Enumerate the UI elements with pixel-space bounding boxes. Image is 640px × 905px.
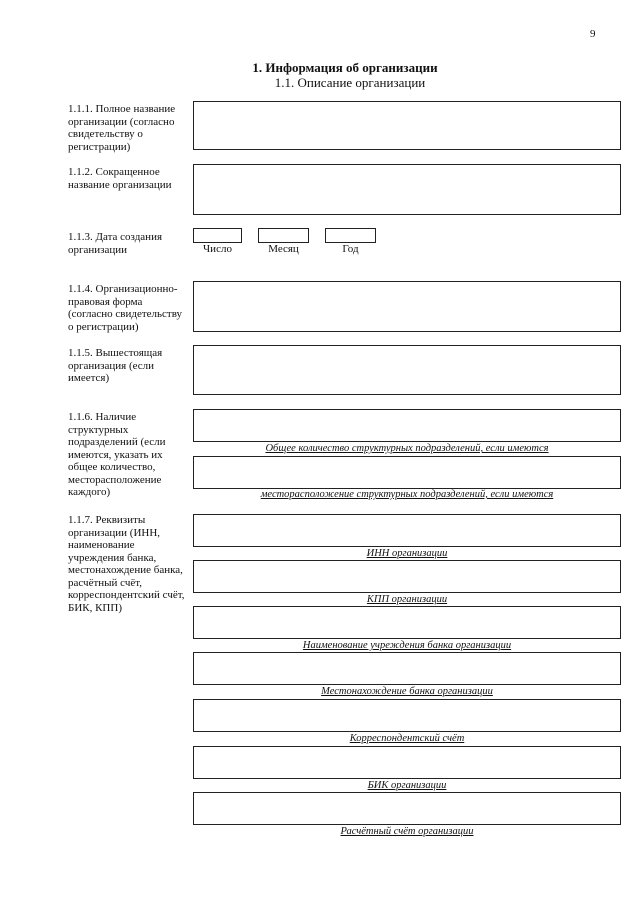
settlement-account-field[interactable] bbox=[193, 792, 621, 825]
parent-org-label: 1.1.5. Вышестоящая организация (если имеется) bbox=[68, 347, 163, 384]
short-name-label: 1.1.2. Сокращенное название организации bbox=[68, 166, 172, 191]
legal-form-label: 1.1.4. Организационно-правовая форма (согласно свидетельству о регистрации) bbox=[68, 283, 183, 333]
creation-year-field[interactable] bbox=[325, 228, 376, 243]
short-name-field[interactable] bbox=[193, 164, 621, 215]
bik-field[interactable] bbox=[193, 746, 621, 779]
full-name-field[interactable] bbox=[193, 101, 621, 150]
kpp-caption: КПП организации bbox=[366, 594, 448, 605]
bank-name-caption: Наименование учреждения банка организации bbox=[302, 640, 512, 651]
structural-units-count-caption: Общее количество структурных подразделений, если имеются bbox=[265, 443, 549, 454]
inn-caption: ИНН организации bbox=[366, 548, 448, 559]
inn-field[interactable] bbox=[193, 514, 621, 547]
corr-account-field[interactable] bbox=[193, 699, 621, 732]
bank-location-caption: Местонахождение банка организации bbox=[321, 686, 493, 697]
parent-org-field[interactable] bbox=[193, 345, 621, 395]
page-number: 9 bbox=[590, 28, 596, 40]
full-name-label: 1.1.1. Полное название организации (согласно свидетельству о регистрации) bbox=[68, 103, 176, 153]
creation-day-caption: Число bbox=[203, 243, 232, 255]
section-title: 1. Информация об организации bbox=[252, 60, 438, 75]
creation-month-caption: Месяц bbox=[268, 243, 299, 255]
creation-day-field[interactable] bbox=[193, 228, 242, 243]
structural-units-label: 1.1.6. Наличие структурных подразделений (если имеются, указать их общее количество, месторасположение каждого) bbox=[68, 411, 166, 498]
bik-caption: БИК организации bbox=[367, 780, 447, 791]
settlement-account-caption: Расчётный счёт организации bbox=[340, 826, 474, 837]
creation-month-field[interactable] bbox=[258, 228, 309, 243]
legal-form-field[interactable] bbox=[193, 281, 621, 332]
creation-date-label: 1.1.3. Дата создания организации bbox=[68, 231, 163, 256]
structural-units-count-field[interactable] bbox=[193, 409, 621, 442]
corr-account-caption: Корреспондентский счёт bbox=[349, 733, 465, 744]
structural-units-location-field[interactable] bbox=[193, 456, 621, 489]
kpp-field[interactable] bbox=[193, 560, 621, 593]
bank-location-field[interactable] bbox=[193, 652, 621, 685]
structural-units-location-caption: месторасположение структурных подразделений, если имеются bbox=[260, 489, 554, 500]
subsection-title: 1.1. Описание организации bbox=[274, 75, 426, 90]
creation-year-caption: Год bbox=[342, 243, 359, 255]
bank-name-field[interactable] bbox=[193, 606, 621, 639]
requisites-label: 1.1.7. Реквизиты организации (ИНН, наименование учреждения банка, местонахождение банка, расчётный счёт, корреспондентский счёт, БИК, КПП) bbox=[68, 514, 185, 614]
